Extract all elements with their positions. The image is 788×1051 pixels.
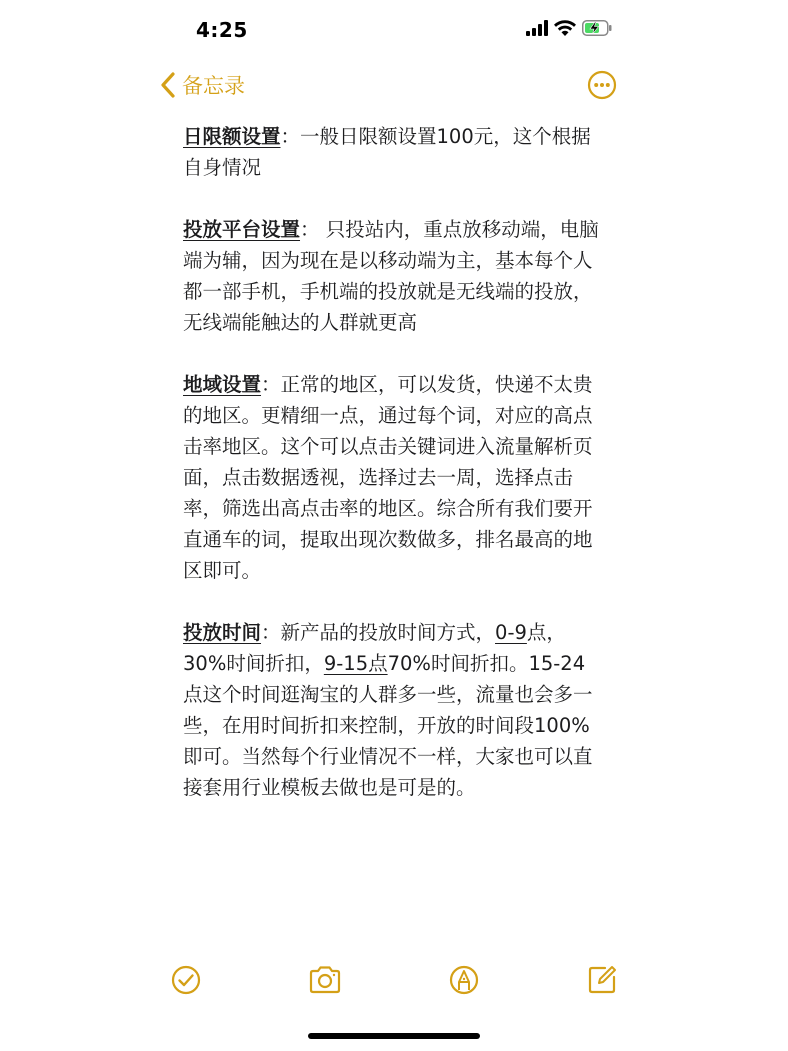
note-paragraph-region bbox=[183, 369, 603, 586]
bottom-toolbar bbox=[0, 962, 788, 1002]
battery-charging-icon bbox=[582, 20, 612, 36]
compose-icon bbox=[584, 962, 620, 998]
heading-region: 地域设置 bbox=[183, 373, 262, 396]
camera-icon bbox=[307, 962, 343, 998]
compose-button[interactable] bbox=[584, 962, 620, 998]
camera-button[interactable] bbox=[307, 962, 343, 998]
note-paragraph-platform bbox=[183, 214, 603, 338]
text-daily-limit: ：一般日限额设置100元，这个根据自身情况 bbox=[183, 125, 591, 179]
back-button[interactable] bbox=[160, 70, 245, 100]
status-time: 4:25 bbox=[196, 18, 248, 42]
heading-daily-limit: 日限额设置 bbox=[183, 125, 281, 148]
time-range-9-15: 9-15点 bbox=[323, 652, 388, 675]
heading-schedule: 投放时间 bbox=[183, 621, 262, 644]
ellipsis-circle-icon bbox=[587, 70, 617, 100]
checklist-icon bbox=[168, 962, 204, 998]
text-schedule-3: 70%时间折扣。15-24点这个时间逛淘宝的人群多一些，流量也会多一些，在用时间折扣来控制，开放的时间段100%即可。当然每个行业情况不一样，大家也可以直接套用行业模板去做也是可是的。 bbox=[183, 652, 593, 799]
markup-pen-icon bbox=[446, 962, 482, 998]
more-button[interactable] bbox=[587, 70, 617, 100]
chevron-left-icon bbox=[160, 72, 176, 98]
nav-bar bbox=[0, 66, 788, 106]
heading-platform: 投放平台设置 bbox=[183, 218, 301, 241]
text-platform: ： 只投站内，重点放移动端，电脑端为辅，因为现在是以移动端为主，基本每个人都一部手机，手机端的投放就是无线端的投放，无线端能触达的人群就更高 bbox=[183, 218, 599, 334]
note-paragraph-schedule bbox=[183, 617, 603, 803]
status-icons bbox=[526, 20, 612, 36]
note-body[interactable] bbox=[183, 121, 603, 834]
note-paragraph-daily-limit bbox=[183, 121, 603, 183]
text-schedule-1: ：新产品的投放时间方式， bbox=[261, 621, 496, 644]
cellular-signal-icon bbox=[526, 20, 548, 36]
text-region: ：正常的地区，可以发货，快递不太贵的地区。更精细一点，通过每个词，对应的高点击率地区。这个可以点击关键词进入流量解析页面，点击数据透视，选择过去一周，选择点击率，筛选出高点击率的地区。综合所有我们要开直通车的词，提取出现次数做多，排名最高的地区即可。 bbox=[183, 373, 593, 582]
home-indicator[interactable] bbox=[308, 1033, 480, 1039]
status-bar bbox=[0, 0, 788, 60]
text-schedule-2: 点，30%时间折扣， bbox=[183, 621, 566, 675]
wifi-icon bbox=[554, 20, 576, 36]
back-label: 备忘录 bbox=[182, 74, 245, 98]
markup-button[interactable] bbox=[446, 962, 482, 998]
time-range-0-9: 0-9 bbox=[495, 621, 527, 644]
checklist-button[interactable] bbox=[168, 962, 204, 998]
